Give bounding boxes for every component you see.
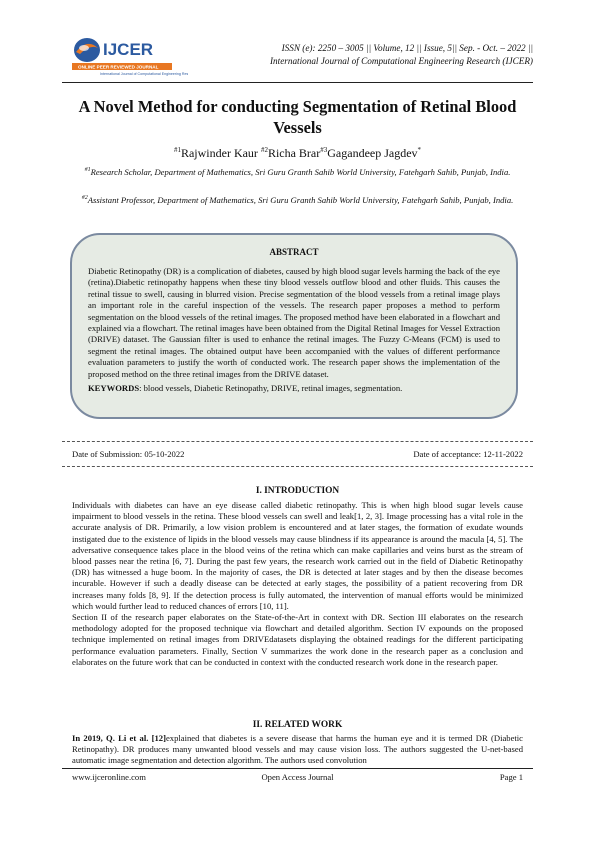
affiliation-2-text: Assistant Professor, Department of Mathematics, Sri Guru Granth Sahib World University, Fatehgarh Sahib, Punjab, India. (87, 194, 514, 205)
dashed-divider-top (62, 441, 533, 443)
related-work-paragraph (72, 733, 523, 767)
journal-header (203, 42, 533, 68)
section-heading-introduction: I. INTRODUCTION (255, 486, 340, 496)
author-2-name: Richa Brar (267, 146, 321, 160)
keywords-line (88, 383, 500, 393)
author-1-mark: #1 (173, 146, 181, 154)
corresponding-mark: * (417, 146, 422, 154)
footer-access: Open Access Journal (261, 772, 334, 782)
author-3-mark: #3 (320, 146, 328, 154)
introduction-body (72, 500, 523, 668)
introduction-paragraph-1: Individuals with diabetes can have an eye disease called diabetic retinopathy. This is when high blood sugar levels cause impairment to blood vessels in the retina. These blood vessels can swell and leak[1, 2, 3]. Image processing has a vital role in the accurate analysis of DR. Primarily, a low vision problem is encountered and at later stages, the formation of exudate wounds instigated due to the existence of lipids in the blood vessels may cause blindness if its appearance is around the macula [4, 5]. The adversative consequence takes place in the blood veins of the retina which can make capillaries and veins burst as the stream of blood passes near the retina [6, 7]. During the past few years, the research work carried out in the field of Diabetic Retinopathy (DR) has witnessed a huge boom. In the majority of cases, the DR is detected at later stages and by then the disease becomes incurable. However if such a deadly disease can be detected at early stages, the possibility of a patient recovering from DR increases many folds [8, 9]. If the detection process is fully automated, the intervention of manual efforts would be minimized which would further lead to reduced chances of errors [10, 11]. (72, 500, 523, 611)
journal-logo (70, 34, 188, 80)
introduction-paragraph-2: Section II of the research paper elaborates on the State-of-the-Art in context with DR. Section III elaborates on the research methodology adopted for the proposed technique via flowchart and detailed algorithm. Section IV expounds on the proposed technique implemented on retinal images from DRIVEdatasets displaying the obtained readings for the different participating performance evaluation parameters. Finally, Section V summarizes the work done in the research paper as a conclusion and elaborates on the future work that can be conducted in context with the conducted research work done in the research paper. (72, 612, 523, 667)
dashed-divider-bottom (62, 466, 533, 468)
logo-wordmark: IJCER (103, 40, 154, 59)
paper-title: A Novel Method for conducting Segmentation of Retinal Blood Vessels (78, 97, 517, 137)
section-heading-related-work: II. RELATED WORK (252, 720, 343, 730)
footer-website[interactable]: www.ijceronline.com (72, 772, 146, 782)
acceptance-date: Date of acceptance: 12-11-2022 (413, 449, 523, 459)
issn-line: ISSN (e): 2250 – 3005 || Volume, 12 || Issue, 5|| Sep. - Oct. – 2022 || (281, 43, 533, 53)
related-work-text: explained that diabetes is a severe disease that harms the human eye and it is termed DR (Diabetic Retinopathy). DR produces many unwanted blood vessels and may cause vision loss. The authors suggested the U-net-based automatic image segmentation and detection algorithm. The authors used convolution (72, 733, 523, 766)
footer-rule (62, 768, 533, 769)
affiliation-2 (62, 192, 533, 206)
keywords-text: : blood vessels, Diabetic Retinopathy, DRIVE, retinal images, segmentation. (139, 383, 403, 394)
author-list (62, 146, 533, 161)
affiliation-1 (62, 164, 533, 178)
dates-row (72, 449, 523, 459)
page-footer (72, 772, 523, 782)
submission-date: Date of Submission: 05-10-2022 (72, 449, 185, 459)
affiliation-1-text: Research Scholar, Department of Mathematics, Sri Guru Granth Sahib World University, Fatehgarh Sahib, Punjab, India. (90, 166, 511, 177)
related-work-lead: In 2019, Q. Li et al. [12] (72, 733, 166, 743)
header-rule (62, 82, 533, 83)
author-3-name: Gagandeep Jagdev (327, 146, 418, 160)
logo-tagline-2: International Journal of Computational Engineering Research (100, 72, 188, 76)
affiliation-2-mark: #2 (81, 195, 88, 201)
affiliation-1-mark: #1 (84, 167, 91, 173)
related-work-body (72, 733, 523, 767)
author-1-name: Rajwinder Kaur (180, 146, 258, 160)
journal-name-line: International Journal of Computational Engineering Research (IJCER) (270, 56, 533, 66)
author-2-mark: #2 (260, 146, 268, 154)
abstract-text: Diabetic Retinopathy (DR) is a complication of diabetes, caused by high blood sugar levels harming the back of the eye (retina).Diabetic retinopathy happens when these tiny blood vessels outflow blood and other fluids. This causes the retinal tissue to swell, causing in blurred vision. Precise segmentation of the blood vessels from a retinal image plays an important role in the careful inspection of the vessels. The research paper proposes a method to perform segmentation on the blood vessels of the retinal images. The proposed method have been elaborated in a flowchart and explained via a flowchart. The retinal images have been obtained from the Digital Retinal Images for Vessel Extraction (DRIVE) dataset. The Gaussian filter is used to enhance the retinal images. The Fuzzy C-Means (FCM) is used to segment the retinal images. The obtained output have been accompanied with the values of different performance evaluation parameters to justify the worth of conducted work. The research paper shows the implementation of the proposed method on the three retinal images from the DRIVE dataset. (88, 266, 500, 379)
abstract-heading: ABSTRACT (269, 247, 319, 257)
logo-tagline-1: ONLINE PEER REVIEWED JOURNAL (78, 64, 159, 70)
footer-page-number: Page 1 (499, 772, 523, 782)
keywords-label: KEYWORDS (88, 383, 140, 394)
abstract-box (70, 233, 518, 419)
